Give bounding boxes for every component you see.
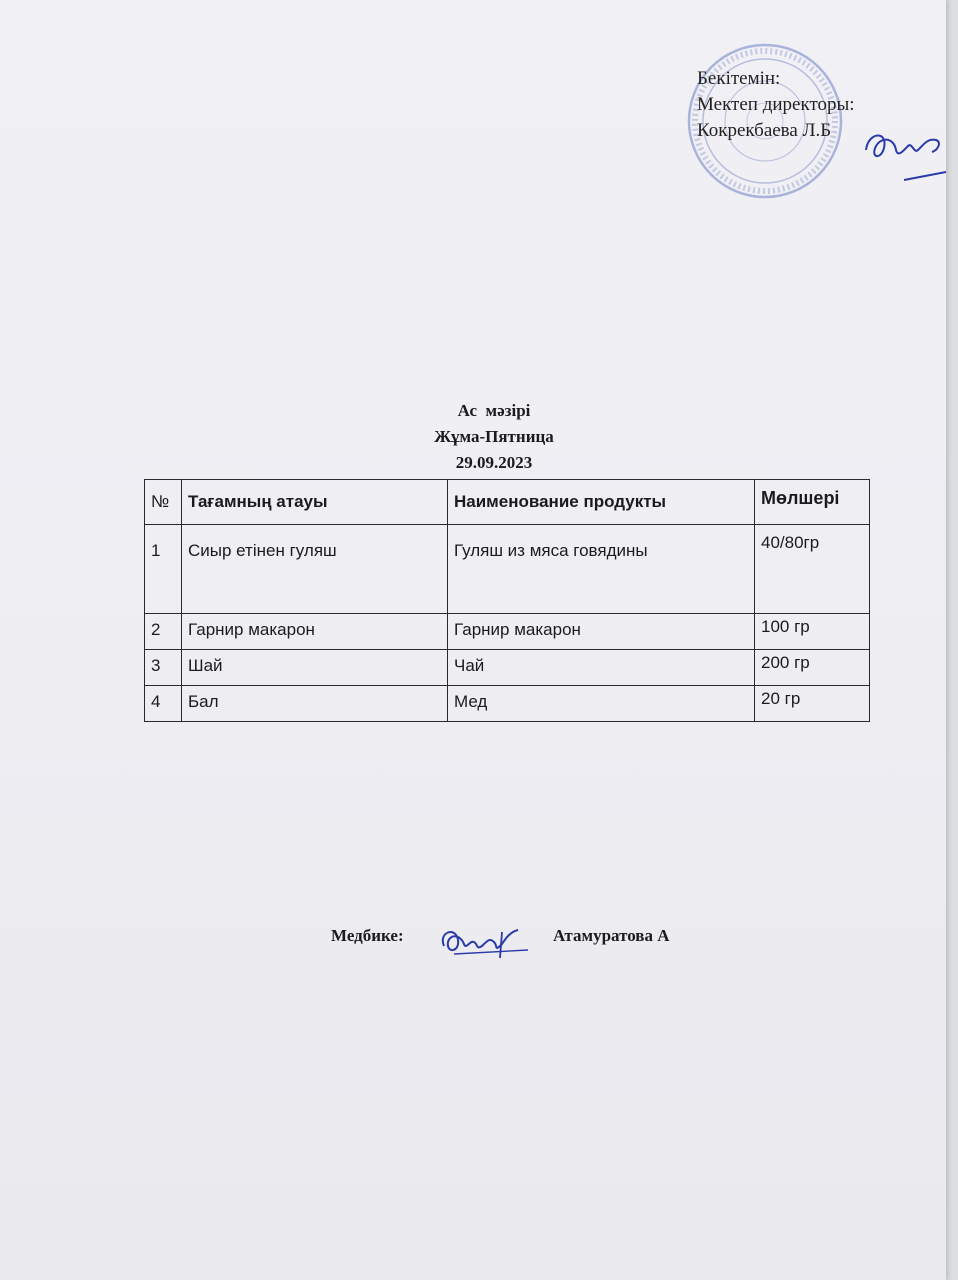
row-dish-kz: Бал: [182, 686, 448, 722]
approval-line-2: Мектеп директоры:: [697, 94, 855, 115]
menu-date: 29.09.2023: [455, 453, 533, 472]
row-number: 3: [145, 650, 182, 686]
table-header-row: [145, 480, 870, 525]
row-number: 4: [145, 686, 182, 722]
row-quantity: 20 гр: [755, 686, 870, 722]
menu-day: Жұма-Пятница: [434, 427, 554, 446]
header-quantity: Мөлшері: [755, 480, 870, 525]
nurse-name: Атамуратова А: [553, 926, 670, 945]
row-quantity: 200 гр: [755, 650, 870, 686]
row-dish-ru: Гарнир макарон: [448, 614, 755, 650]
approval-block: [697, 66, 855, 144]
header-dish-kz: Тағамның атауы: [182, 480, 448, 525]
nurse-signature-line: [331, 926, 670, 946]
row-dish-kz: Гарнир макарон: [182, 614, 448, 650]
nurse-signature-icon: [432, 918, 532, 964]
nurse-label: Медбике:: [331, 926, 404, 945]
director-signature-icon: [858, 120, 950, 190]
table-row: [145, 686, 870, 722]
row-dish-ru: Гуляш из мяса говядины: [448, 525, 755, 614]
row-number: 2: [145, 614, 182, 650]
approval-line-1: Бекітемін:: [697, 68, 781, 89]
row-dish-kz: Сиыр етінен гуляш: [182, 525, 448, 614]
row-dish-kz: Шай: [182, 650, 448, 686]
header-number: №: [145, 480, 182, 525]
menu-table: [144, 479, 870, 722]
row-number: 1: [145, 525, 182, 614]
approval-line-3: Кокрекбаева Л.Б: [697, 120, 832, 141]
header-dish-ru: Наименование продукты: [448, 480, 755, 525]
menu-title: Ас мәзірі: [457, 401, 531, 420]
table-row: [145, 525, 870, 614]
menu-heading: [0, 398, 958, 476]
row-quantity: 100 гр: [755, 614, 870, 650]
table-row: [145, 650, 870, 686]
row-dish-ru: Чай: [448, 650, 755, 686]
row-dish-ru: Мед: [448, 686, 755, 722]
row-quantity: 40/80гр: [755, 525, 870, 614]
table-row: [145, 614, 870, 650]
